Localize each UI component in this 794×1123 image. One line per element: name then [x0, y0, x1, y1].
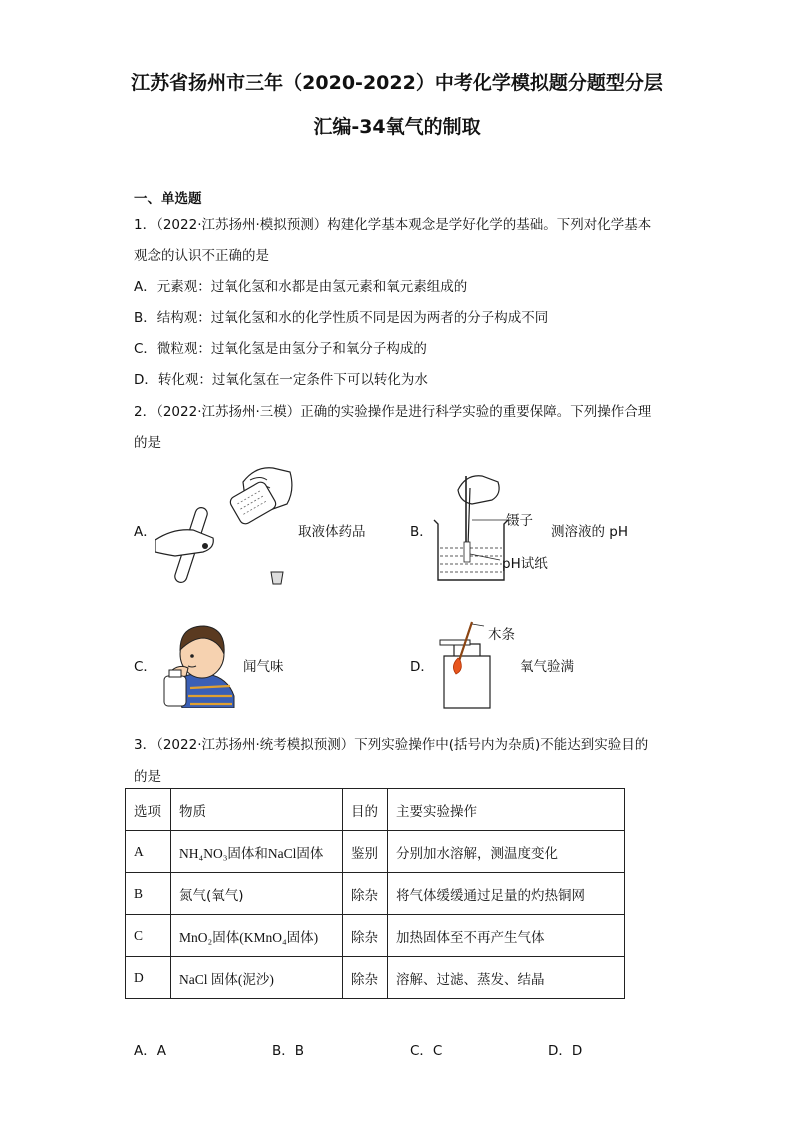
table-cell: 分别加水溶解，测温度变化 [388, 831, 625, 873]
table-cell: 加热固体至不再产生气体 [388, 915, 625, 957]
table-cell: NaCl 固体(泥沙) [171, 957, 343, 999]
table-cell: 将气体缓缓通过足量的灼热铜网 [388, 873, 625, 915]
q3-answer-a: A．A [134, 1043, 166, 1059]
q2-stem-line1: 2．（2022·江苏扬州·三模）正确的实验操作是进行科学实验的重要保障。下列操作合理 [134, 404, 652, 420]
table-cell: D [126, 957, 171, 999]
q1-option-a: A．元素观：过氧化氢和水都是由氢元素和氧元素组成的 [134, 279, 468, 295]
q2-b-letter: B． [410, 524, 433, 540]
q2-c-letter: C． [134, 659, 157, 675]
table-row [126, 957, 625, 999]
table-row [126, 915, 625, 957]
table-header-row [126, 789, 625, 831]
page-title-line2: 汇编-34氧气的制取 [313, 116, 481, 138]
table-cell: 鉴别 [343, 831, 388, 873]
pouring-liquid-illustration [155, 460, 300, 590]
q1-option-d: D．转化观：过氧化氢在一定条件下可以转化为水 [134, 372, 428, 388]
table-row [126, 831, 625, 873]
table-cell: A [126, 831, 171, 873]
q2-b-caption: 测溶液的 pH [551, 524, 629, 540]
table-cell: 溶解、过滤、蒸发、结晶 [388, 957, 625, 999]
q1-option-b: B．结构观：过氧化氢和水的化学性质不同是因为两者的分子构成不同 [134, 310, 549, 326]
smelling-gas-illustration [160, 618, 238, 708]
q3-answer-b: B．B [272, 1043, 305, 1059]
table-cell: 除杂 [343, 915, 388, 957]
q3-answer-c: C．C [410, 1043, 443, 1059]
q2-c-caption: 闻气味 [243, 659, 284, 675]
table-cell: 氮气(氧气) [171, 873, 343, 915]
q2-a-caption: 取液体药品 [298, 524, 366, 540]
header-cell: 主要实验操作 [388, 789, 625, 831]
stick-label: 木条 [488, 627, 515, 643]
table-row [126, 873, 625, 915]
q1-option-c: C．微粒观：过氧化氢是由氢分子和氧分子构成的 [134, 341, 427, 357]
q1-stem-line1: 1．（2022·江苏扬州·模拟预测）构建化学基本观念是学好化学的基础。下列对化学基本 [134, 217, 652, 233]
q1-stem-line2: 观念的认识不正确的是 [134, 248, 269, 264]
q3-stem-line1: 3．（2022·江苏扬州·统考模拟预测）下列实验操作中(括号内为杂质)不能达到实验目的 [134, 737, 649, 753]
q3-stem-line2: 的是 [134, 769, 161, 785]
table-cell: MnO₂固体(KMnO₄固体) [171, 915, 343, 957]
section-heading: 一、单选题 [134, 191, 202, 207]
q2-d-letter: D． [410, 659, 434, 675]
q2-d-caption: 氧气验满 [520, 659, 574, 675]
page-title-line1: 江苏省扬州市三年（2020-2022）中考化学模拟题分题型分层 [131, 72, 663, 94]
table-cell: B [126, 873, 171, 915]
header-cell: 物质 [171, 789, 343, 831]
table-cell: 除杂 [343, 957, 388, 999]
header-cell: 目的 [343, 789, 388, 831]
table-cell: NH₄NO₃固体和NaCl固体 [171, 831, 343, 873]
tweezers-label: 镊子 [506, 513, 533, 529]
table-cell: 除杂 [343, 873, 388, 915]
q3-table [125, 788, 625, 999]
header-cell: 选项 [126, 789, 171, 831]
ph-paper-label: pH试纸 [502, 556, 548, 572]
q3-answer-d: D．D [548, 1043, 583, 1059]
table-cell: C [126, 915, 171, 957]
q2-a-letter: A． [134, 524, 157, 540]
q2-stem-line2: 的是 [134, 435, 161, 451]
